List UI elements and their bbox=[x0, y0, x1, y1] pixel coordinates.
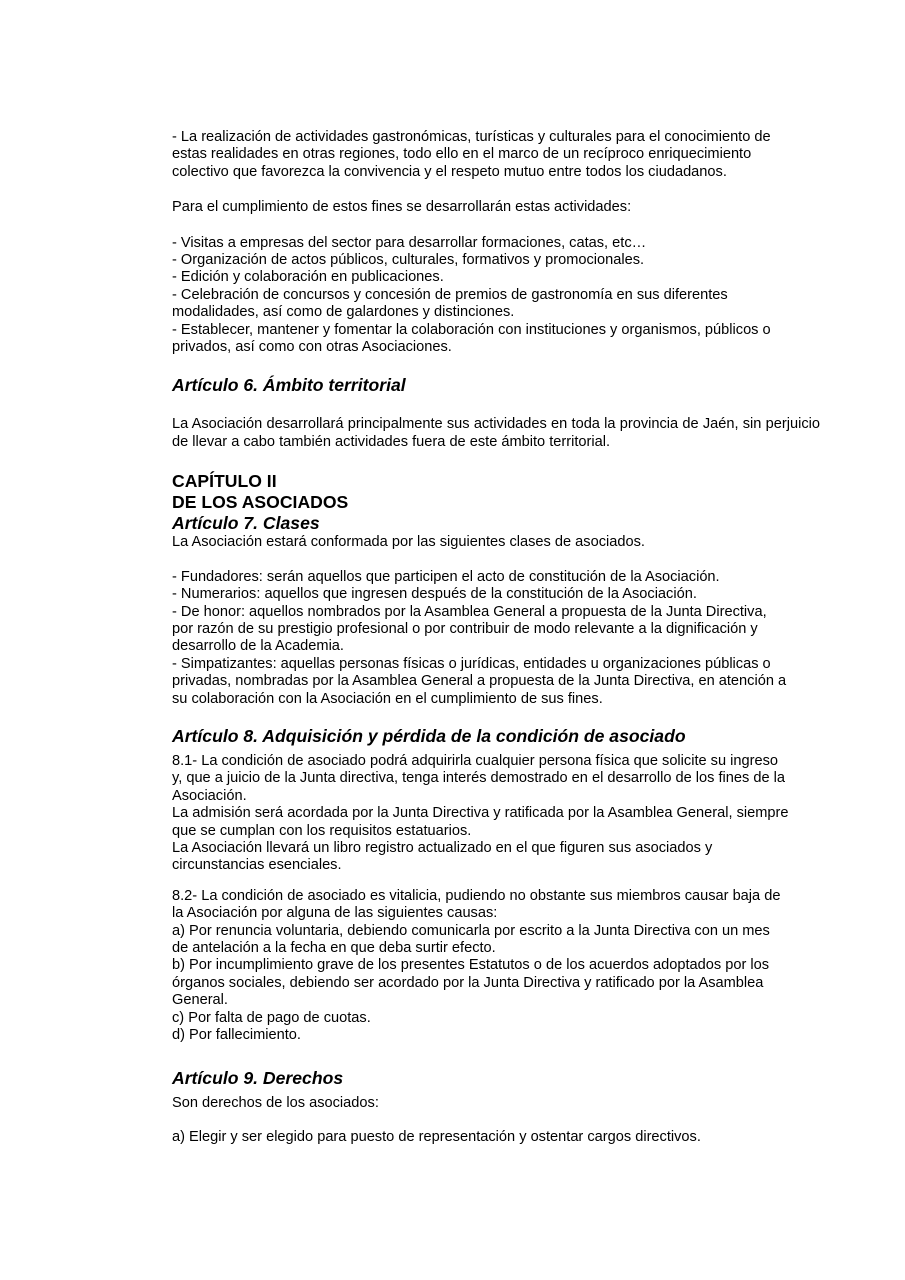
list-item: modalidades, así como de galardones y distinciones. bbox=[172, 304, 515, 321]
article-8-paragraph-2 bbox=[172, 888, 820, 1045]
list-item: - Visitas a empresas del sector para desarrollar formaciones, catas, etc… bbox=[172, 234, 647, 251]
text-line: que se cumplan con los requisitos estatuarios. bbox=[172, 822, 472, 839]
list-item: - Simpatizantes: aquellas personas físicas o jurídicas, entidades u organizaciones públicas o bbox=[172, 655, 771, 672]
text-line: Asociación. bbox=[172, 787, 247, 804]
text-line: colectivo que favorezca la convivencia y el respeto mutuo entre todos los ciudadanos. bbox=[172, 163, 727, 180]
text-line: estas realidades en otras regiones, todo ello en el marco de un recíproco enriquecimiento bbox=[172, 146, 752, 163]
text-line: 8.2- La condición de asociado es vitalicia, pudiendo no obstante sus miembros causar baja de bbox=[172, 887, 781, 904]
text-line: c) Por falta de pago de cuotas. bbox=[172, 1009, 371, 1026]
text-line: la Asociación por alguna de las siguientes causas: bbox=[172, 905, 498, 922]
article-8-title: Artículo 8. Adquisición y pérdida de la condición de asociado bbox=[172, 725, 686, 746]
list-item: - De honor: aquellos nombrados por la Asamblea General a propuesta de la Junta Directiva, bbox=[172, 603, 767, 620]
chapter-title: CAPÍTULO II bbox=[172, 471, 277, 492]
list-item: desarrollo de la Academia. bbox=[172, 638, 344, 655]
article-6-text: La Asociación desarrollará principalmente sus actividades en toda la provincia de Jaén, sin perjuicio de llevar a cabo también actividades fuera de este ámbito territorial. bbox=[172, 416, 820, 450]
text-line: y, que a juicio de la Junta directiva, tenga interés demostrado en el desarrollo de los fines de la bbox=[172, 770, 786, 787]
list-item: - Celebración de concursos y concesión de premios de gastronomía en sus diferentes bbox=[172, 286, 728, 303]
text-line: 8.1- La condición de asociado podrá adquirirla cualquier persona física que solicite su ingreso bbox=[172, 752, 779, 769]
text-line: d) Por fallecimiento. bbox=[172, 1027, 301, 1044]
article-7-list bbox=[172, 569, 820, 708]
text-line: General. bbox=[172, 992, 228, 1009]
article-7-title: Artículo 7. Clases bbox=[172, 513, 320, 534]
list-item: privadas, nombradas por la Asamblea General a propuesta de la Junta Directiva, en atención a bbox=[172, 673, 787, 690]
document-page bbox=[172, 129, 820, 1146]
chapter-subtitle: DE LOS ASOCIADOS bbox=[172, 492, 349, 513]
activities-list bbox=[172, 235, 820, 357]
article-9-title: Artículo 9. Derechos bbox=[172, 1068, 344, 1089]
article-9-intro: Son derechos de los asociados: bbox=[172, 1095, 379, 1112]
text-line: La Asociación llevará un libro registro actualizado en el que figuren sus asociados y bbox=[172, 839, 713, 856]
list-item: - Numerarios: aquellos que ingresen después de la constitución de la Asociación. bbox=[172, 586, 697, 603]
list-item: - Organización de actos públicos, culturales, formativos y promocionales. bbox=[172, 252, 645, 269]
article-6-title: Artículo 6. Ámbito territorial bbox=[172, 375, 406, 396]
text-line: La admisión será acordada por la Junta Directiva y ratificada por la Asamblea General, siempre bbox=[172, 805, 789, 822]
text-line: de antelación a la fecha en que deba surtir efecto. bbox=[172, 940, 496, 956]
intro-paragraph bbox=[172, 129, 820, 181]
activities-heading: Para el cumplimiento de estos fines se desarrollarán estas actividades: bbox=[172, 199, 632, 216]
list-item: privados, así como con otras Asociaciones. bbox=[172, 339, 452, 356]
text-line: circunstancias esenciales. bbox=[172, 857, 342, 874]
list-item: - Edición y colaboración en publicaciones. bbox=[172, 269, 444, 286]
list-item: - Establecer, mantener y fomentar la colaboración con instituciones y organismos, públicos o bbox=[172, 321, 771, 338]
article-9-item-a: a) Elegir y ser elegido para puesto de representación y ostentar cargos directivos. bbox=[172, 1128, 701, 1145]
article-7-intro: La Asociación estará conformada por las siguientes clases de asociados. bbox=[172, 534, 645, 551]
text-line: órganos sociales, debiendo ser acordado por la Junta Directiva y ratificado por la Asamblea bbox=[172, 974, 764, 991]
text-line: - La realización de actividades gastronómicas, turísticas y culturales para el conocimiento de bbox=[172, 129, 771, 145]
article-8-paragraph-1 bbox=[172, 753, 820, 875]
list-item: su colaboración con la Asociación en el cumplimiento de sus fines. bbox=[172, 690, 603, 707]
text-line: b) Por incumplimiento grave de los presentes Estatutos o de los acuerdos adoptados por los bbox=[172, 957, 770, 974]
list-item: por razón de su prestigio profesional o por contribuir de modo relevante a la dignificación y bbox=[172, 620, 758, 637]
list-item: - Fundadores: serán aquellos que participen el acto de constitución de la Asociación. bbox=[172, 568, 720, 585]
text-line: a) Por renuncia voluntaria, debiendo comunicarla por escrito a la Junta Directiva con un mes bbox=[172, 922, 770, 939]
